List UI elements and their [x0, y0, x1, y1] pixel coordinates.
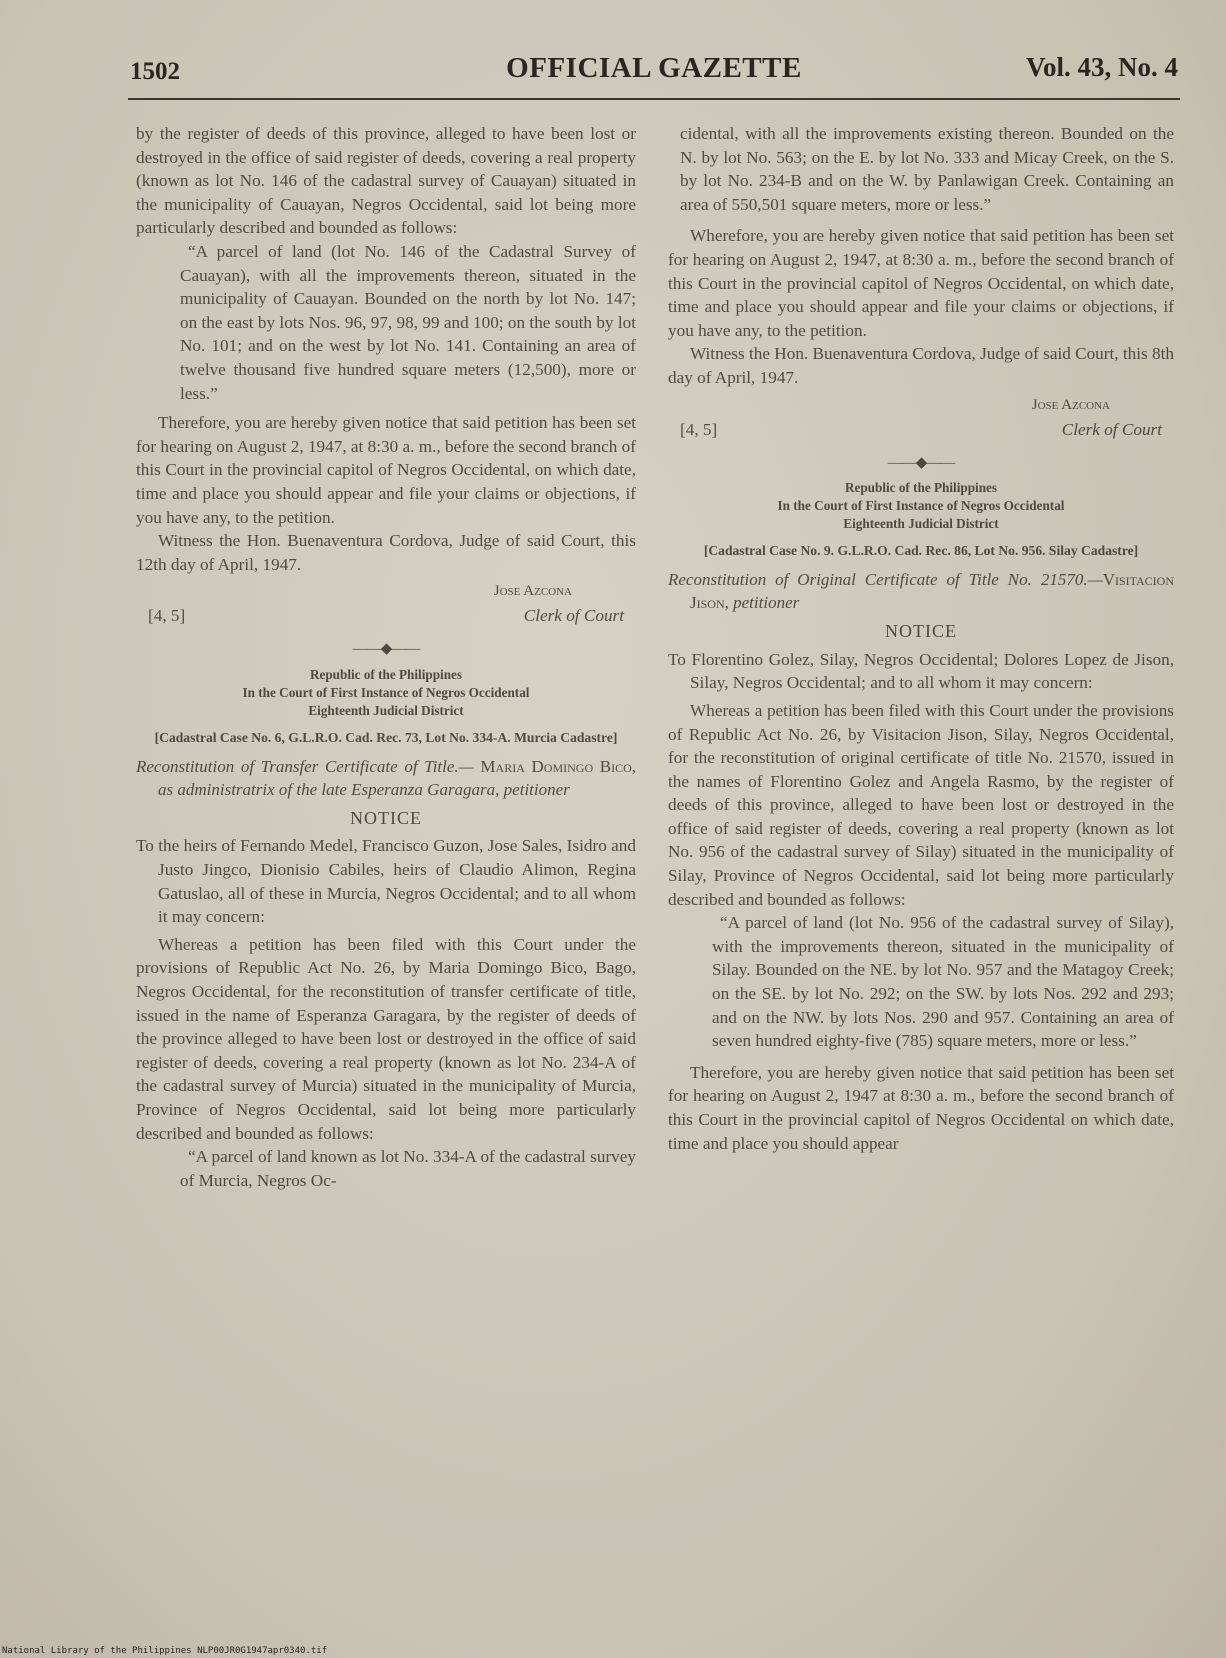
case-title-text: Reconstitution of Transfer Certificate of Title.— [136, 756, 474, 776]
issue-reference: [4, 5] [148, 606, 186, 626]
court-heading-line: In the Court of First Instance of Negros Occidental [777, 498, 1065, 514]
signatory-name: Jose Azcona [493, 583, 572, 600]
paragraph: Therefore, you are hereby given notice that said petition has been set for hearing on August 2, 1947 at 8:30 a. m., before the second branch of this Court in the provincial capitol of Negros Occidental on which date, time and place you should appear [668, 1062, 1174, 1153]
case-caption: [Cadastral Case No. 6, G.L.R.O. Cad. Rec. 73, Lot No. 334-A. Murcia Cadastre] [154, 729, 618, 745]
paragraph: Wherefore, you are hereby given notice that said petition has been set for hearing on August 2, 1947, at 8:30 a. m., before the second branch of this Court in the provincial capitol of Negros Occidental, on which date, time and place you should appear and file your claims or objections, if you have any, to the petition. [668, 226, 1174, 340]
paragraph: by the register of deeds of this province, alleged to have been lost or destroyed in the office of said register of deeds, covering a real property (known as lot No. 146 of the cadastral survey of Cauayan) situated in the municipality of Cauayan, Negros Occidental, said lot being more particularly described and bounded as follows: [136, 124, 636, 238]
notice-heading: NOTICE [885, 621, 957, 642]
court-heading-line: Eighteenth Judicial District [843, 516, 999, 532]
volume-number: Vol. 43, No. 4 [1025, 52, 1178, 82]
page-header [130, 52, 1178, 96]
addressees: To Florentino Golez, Silay, Negros Occidental; Dolores Lopez de Jison, Silay, Negros Occidental; and to all whom it may concern: [668, 649, 1174, 693]
header-rule [128, 98, 1180, 100]
case-title-rest: petitioner [728, 593, 800, 613]
signatory-role: Clerk of Court [1061, 419, 1162, 439]
right-column [668, 122, 1174, 1155]
court-heading-line: Republic of the Philippines [844, 480, 998, 496]
case-caption: [Cadastral Case No. 9. G.L.R.O. Cad. Rec. 86, Lot No. 956. Silay Cadastre] [703, 543, 1139, 559]
page-number: 1502 [130, 58, 180, 85]
quoted-description: “A parcel of land (lot No. 956 of the cadastral survey of Silay), with the improvements thereon, situated in the municipality of Silay. Bounded on the NE. by lot No. 957 and the Matagoy Creek; on the SE. by lot No. 292; on the SW. by lots Nos. 292 and 293; and on the NW. by lots Nos. 290 and 957. Containing an area of seven hundred eighty-five (785) square meters, more or less.” [712, 913, 1174, 1051]
court-heading-line: Eighteenth Judicial District [308, 702, 464, 718]
publication-title: OFFICIAL GAZETTE [506, 52, 802, 84]
paragraph: Whereas a petition has been filed with this Court under the provisions of Republic Act No. 26, by Maria Domingo Bico, Bago, Negros Occidental, for the reconstitution of transfer certificate of title, issued in the name of Esperanza Garagara, by the register of deeds of the province alleged to have been lost or destroyed in the office of said register of deeds, covering a real property (known as lot No. 234-A of the cadastral survey of Murcia) situated in the municipality of Murcia, Province of Negros Occidental, said lot being more particularly described and bounded as follows: [136, 934, 636, 1143]
case-title [136, 755, 636, 801]
court-heading-line: In the Court of First Instance of Negros Occidental [242, 684, 530, 700]
signatory-role: Clerk of Court [523, 606, 624, 626]
section-ornament: ——◆—— [352, 641, 420, 658]
left-column [136, 122, 636, 1192]
court-heading-line: Republic of the Philippines [309, 666, 463, 682]
petitioner-name: Maria Domingo Bico, [480, 756, 637, 776]
scan-credit: National Library of the Philippines NLP00JR0G1947apr0340.tif [2, 1646, 328, 1656]
case-title-text: Reconstitution of Original Certificate of Title No. 21570.— [668, 570, 1103, 590]
paragraph: Witness the Hon. Buenaventura Cordova, Judge of said Court, this 12th day of April, 1947. [136, 531, 636, 574]
section-ornament: ——◆—— [887, 454, 955, 471]
signature-block [136, 580, 636, 632]
paragraph: Witness the Hon. Buenaventura Cordova, Judge of said Court, this 8th day of April, 1947. [668, 344, 1174, 387]
petitioner-name: Visitacion Jison, [690, 570, 1174, 613]
case-title [668, 568, 1174, 614]
quoted-description: “A parcel of land (lot No. 146 of the Cadastral Survey of Cauayan), with all the improvements thereon, situated in the municipality of Cauayan. Bounded on the north by lot No. 147; on the east by lots Nos. 96, 97, 98, 99 and 100; on the south by lot No. 101; and on the west by lot No. 141. Containing an area of twelve thousand five hundred square meters (12,500), more or less.” [180, 241, 636, 403]
addressees: To the heirs of Fernando Medel, Francisco Guzon, Jose Sales, Isidro and Justo Jingco, Dionisio Cabiles, heirs of Claudio Alimon, Regina Gatuslao, all of these in Murcia, Negros Occidental; and to all whom it may concern: [136, 836, 636, 927]
issue-reference: [4, 5] [680, 419, 718, 439]
paragraph: Whereas a petition has been filed with this Court under the provisions of Republic Act No. 26, by Visitacion Jison, Silay, Negros Occidental, for the reconstitution of original certificate of title No. 21570, issued in the names of Florentino Golez and Angela Rasmo, by the register of deeds of this province, alleged to have been lost or destroyed in the office of said register of deeds, covering a real property (known as lot No. 956 of the cadastral survey of Silay) situated in the municipality of Silay, Province of Negros Occidental, said lot being more particularly described and bounded as follows: [668, 700, 1174, 909]
quoted-description: “A parcel of land known as lot No. 334-A of the cadastral survey of Murcia, Negros Oc- [180, 1147, 636, 1190]
paragraph: Therefore, you are hereby given notice that said petition has been set for hearing on August 2, 1947, at 8:30 a. m., before the second branch of this Court in the provincial capitol of Negros Occidental, on which date, time and place you should appear and file your claims or objections, if you have any, to the petition. [136, 413, 636, 527]
signatory-name: Jose Azcona [1031, 396, 1110, 413]
quoted-description-continued: cidental, with all the improvements existing thereon. Bounded on the N. by lot No. 563; on the E. by lot No. 333 and Micay Creek, on the S. by lot No. 234-B and on the W. by Panlawigan Creek. Containing an area of 550,501 square meters, more or less.” [680, 124, 1174, 214]
signature-block [668, 394, 1174, 446]
notice-heading: NOTICE [350, 807, 422, 828]
case-title-rest: as administratrix of the late Esperanza Garagara, petitioner [158, 779, 570, 799]
